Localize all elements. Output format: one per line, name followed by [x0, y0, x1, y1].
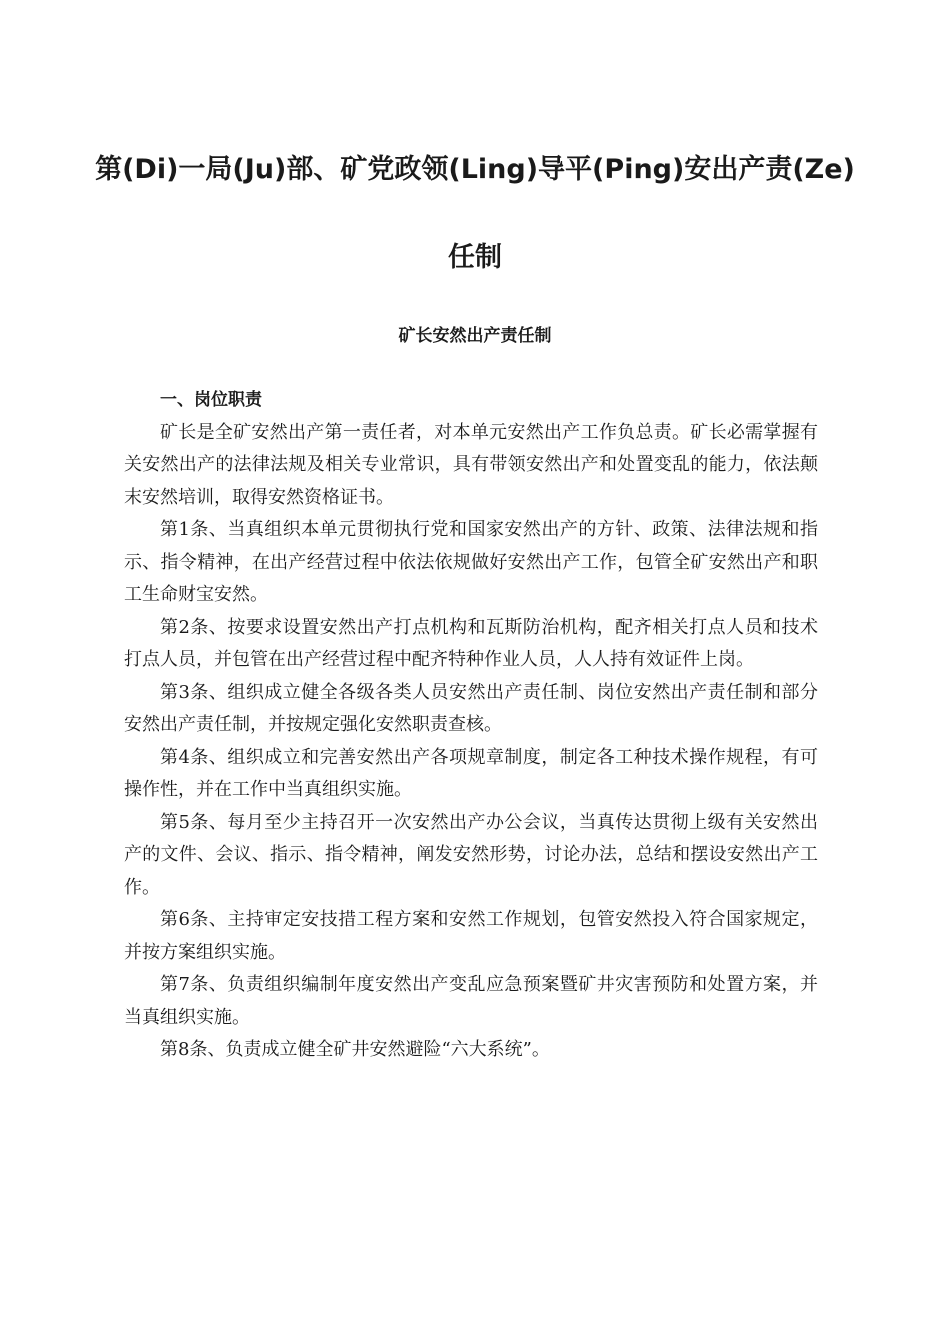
paragraph-article-2: 第2条、按要求设置安然出产打点机构和瓦斯防治机构，配齐相关打点人员和技术打点人员，并包管在出产经营过程中配齐特种作业人员，人人持有效证件上岗。 — [124, 616, 818, 670]
paragraph-article-6: 第6条、主持审定安技措工程方案和安然工作规划，包管安然投入符合国家规定，并按方案组织实施。 — [124, 909, 818, 963]
paragraph-intro: 矿长是全矿安然出产第一责任者，对本单元安然出产工作负总责。矿长必需掌握有关安然出产的法律法规及相关专业常识，具有带领安然出产和处置变乱的能力，依法颠末安然培训，取得安然资格证书。 — [124, 421, 818, 508]
paragraph-article-4: 第4条、组织成立和完善安然出产各项规章制度，制定各工种技术操作规程，有可操作性，并在工作中当真组织实施。 — [124, 746, 818, 800]
document-body — [124, 384, 818, 1067]
paragraph-article-3: 第3条、组织成立健全各级各类人员安然出产责任制、岗位安然出产责任制和部分安然出产责任制，并按规定强化安然职责查核。 — [124, 681, 818, 735]
paragraph-article-8: 第8条、负责成立健全矿井安然避险“六大系统”。 — [160, 1039, 550, 1060]
document-subtitle: 矿长安然出产责任制 — [398, 326, 552, 346]
paragraph-article-7: 第7条、负责组织编制年度安然出产变乱应急预案暨矿井灾害预防和处置方案，并当真组织实施。 — [124, 974, 818, 1028]
section-heading: 一、岗位职责 — [160, 390, 262, 410]
document-title-line-2: 任制 — [448, 242, 502, 273]
paragraph-article-5: 第5条、每月至少主持召开一次安然出产办公会议，当真传达贯彻上级有关安然出产的文件、会议、指示、指令精神，阐发安然形势，讨论办法，总结和摆设安然出产工作。 — [124, 811, 818, 898]
document-title-line-1: 第(Di)一局(Ju)部、矿党政领(Ling)导平(Ping)安出产责(Ze) — [95, 154, 855, 185]
paragraph-article-1: 第1条、当真组织本单元贯彻执行党和国家安然出产的方针、政策、法律法规和指示、指令精神，在出产经营过程中依法依规做好安然出产工作，包管全矿安然出产和职工生命财宝安然。 — [124, 519, 818, 605]
